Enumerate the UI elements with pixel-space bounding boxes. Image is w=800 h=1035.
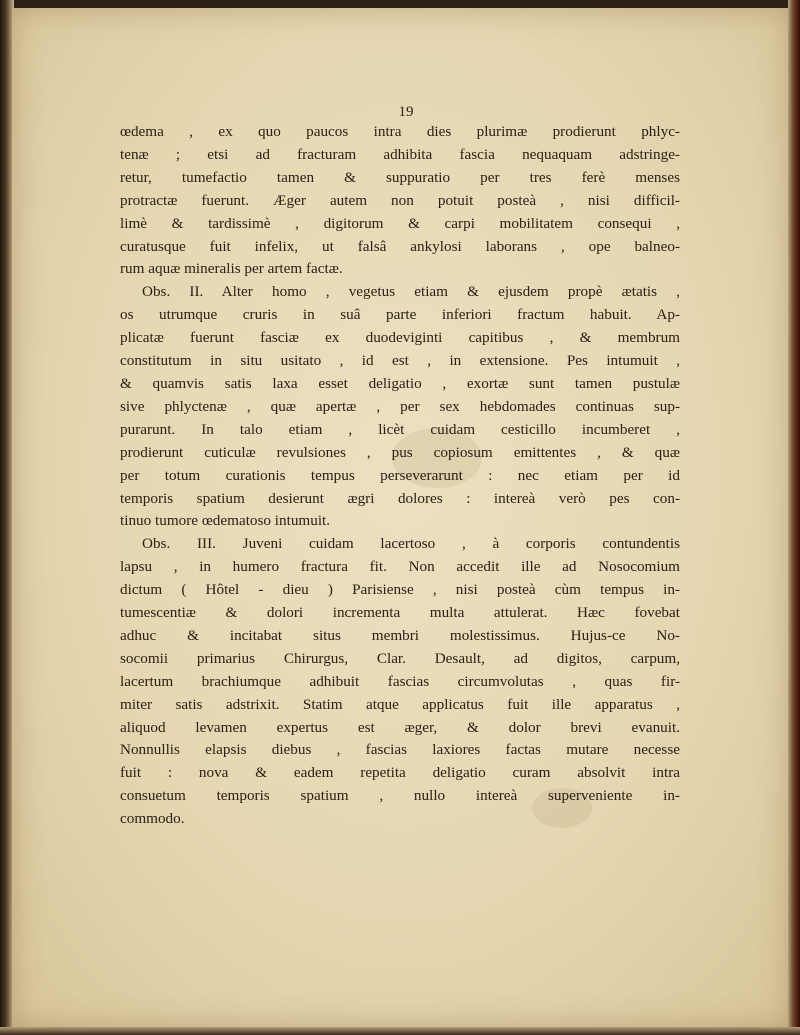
text-line: Obs. III. Juveni cuidam lacertoso , à corporis contundentis xyxy=(142,535,680,553)
text-line: œdema , ex quo paucos intra dies plurimæ prodierunt phlyc- xyxy=(120,123,680,140)
text-line: per totum curationis tempus perseverarunt : nec etiam per id xyxy=(120,466,680,484)
text-line: temporis spatium desierunt ægri dolores : intereà verò pes con- xyxy=(120,489,680,507)
text-line: dictum ( Hôtel - dieu ) Parisiense , nisi posteà cùm tempus in- xyxy=(120,581,680,599)
text-line: Nonnullis elapsis diebus , fascias laxiores factas mutare necesse xyxy=(120,741,680,759)
text-line: aliquod levamen expertus est æger, & dolor brevi evanuit. xyxy=(120,718,680,736)
page-number: 19 xyxy=(398,104,414,120)
text-line: & quamvis satis laxa esset deligatio , exortæ sunt tamen pustulæ xyxy=(120,374,680,392)
body-text xyxy=(120,103,680,831)
text-line: plicatæ fuerunt fasciæ ex duodeviginti capitibus , & membrum xyxy=(120,329,680,347)
page-edge-right xyxy=(788,0,800,1035)
text-line: consuetum temporis spatium , nullo intereà superveniente in- xyxy=(120,787,680,805)
text-line: limè & tardissimè , digitorum & carpi mobilitatem consequi , xyxy=(120,214,680,232)
text-line: miter satis adstrixit. Statim atque applicatus fuit ille apparatus , xyxy=(120,695,680,713)
text-line: lacertum brachiumque adhibuit fascias circumvolutas , quas fir- xyxy=(120,672,680,690)
text-line: rum aquæ mineralis per artem factæ. xyxy=(120,260,343,278)
text-line: adhuc & incitabat situs membri molestissimus. Hujus-ce No- xyxy=(120,626,680,644)
text-line: purarunt. In talo etiam , licèt cuidam cesticillo incumberet , xyxy=(120,420,680,438)
text-line: fuit : nova & eadem repetita deligatio curam absolvit intra xyxy=(120,764,680,782)
text-line: lapsu , in humero fractura fit. Non accedit ille ad Nosocomium xyxy=(120,558,680,576)
text-line: constitutum in situ usitato , id est , in extensione. Pes intumuit , xyxy=(120,352,680,370)
text-line: tumescentiæ & dolori incrementa multa attulerat. Hæc fovebat xyxy=(120,604,680,622)
text-line: tinuo tumore œdematoso intumuit. xyxy=(120,512,331,530)
text-line: socomii primarius Chirurgus, Clar. Desault, ad digitos, carpum, xyxy=(120,649,680,667)
text-line: protractæ fuerunt. Æger autem non potuit posteà , nisi difficil- xyxy=(120,191,680,209)
text-line: Obs. II. Alter homo , vegetus etiam & ejusdem propè ætatis , xyxy=(142,283,680,301)
text-line: sive phlyctenæ , quæ apertæ , per sex hebdomades continuas sup- xyxy=(120,397,680,415)
text-line: tenæ ; etsi ad fracturam adhibita fascia nequaquam adstringe- xyxy=(120,145,680,163)
text-line: retur, tumefactio tamen & suppuratio per tres ferè menses xyxy=(120,168,680,186)
page-edge-bottom xyxy=(0,1027,800,1035)
text-line: os utrumque cruris in suâ parte inferiori fractum habuit. Ap- xyxy=(120,306,680,324)
text-line: commodo. xyxy=(120,810,185,828)
text-line: prodierunt cuticulæ revulsiones , pus copiosum emittentes , & quæ xyxy=(120,443,680,461)
text-line: curatusque fuit infelix, ut falsâ ankylosi laborans , ope balneo- xyxy=(120,237,680,255)
